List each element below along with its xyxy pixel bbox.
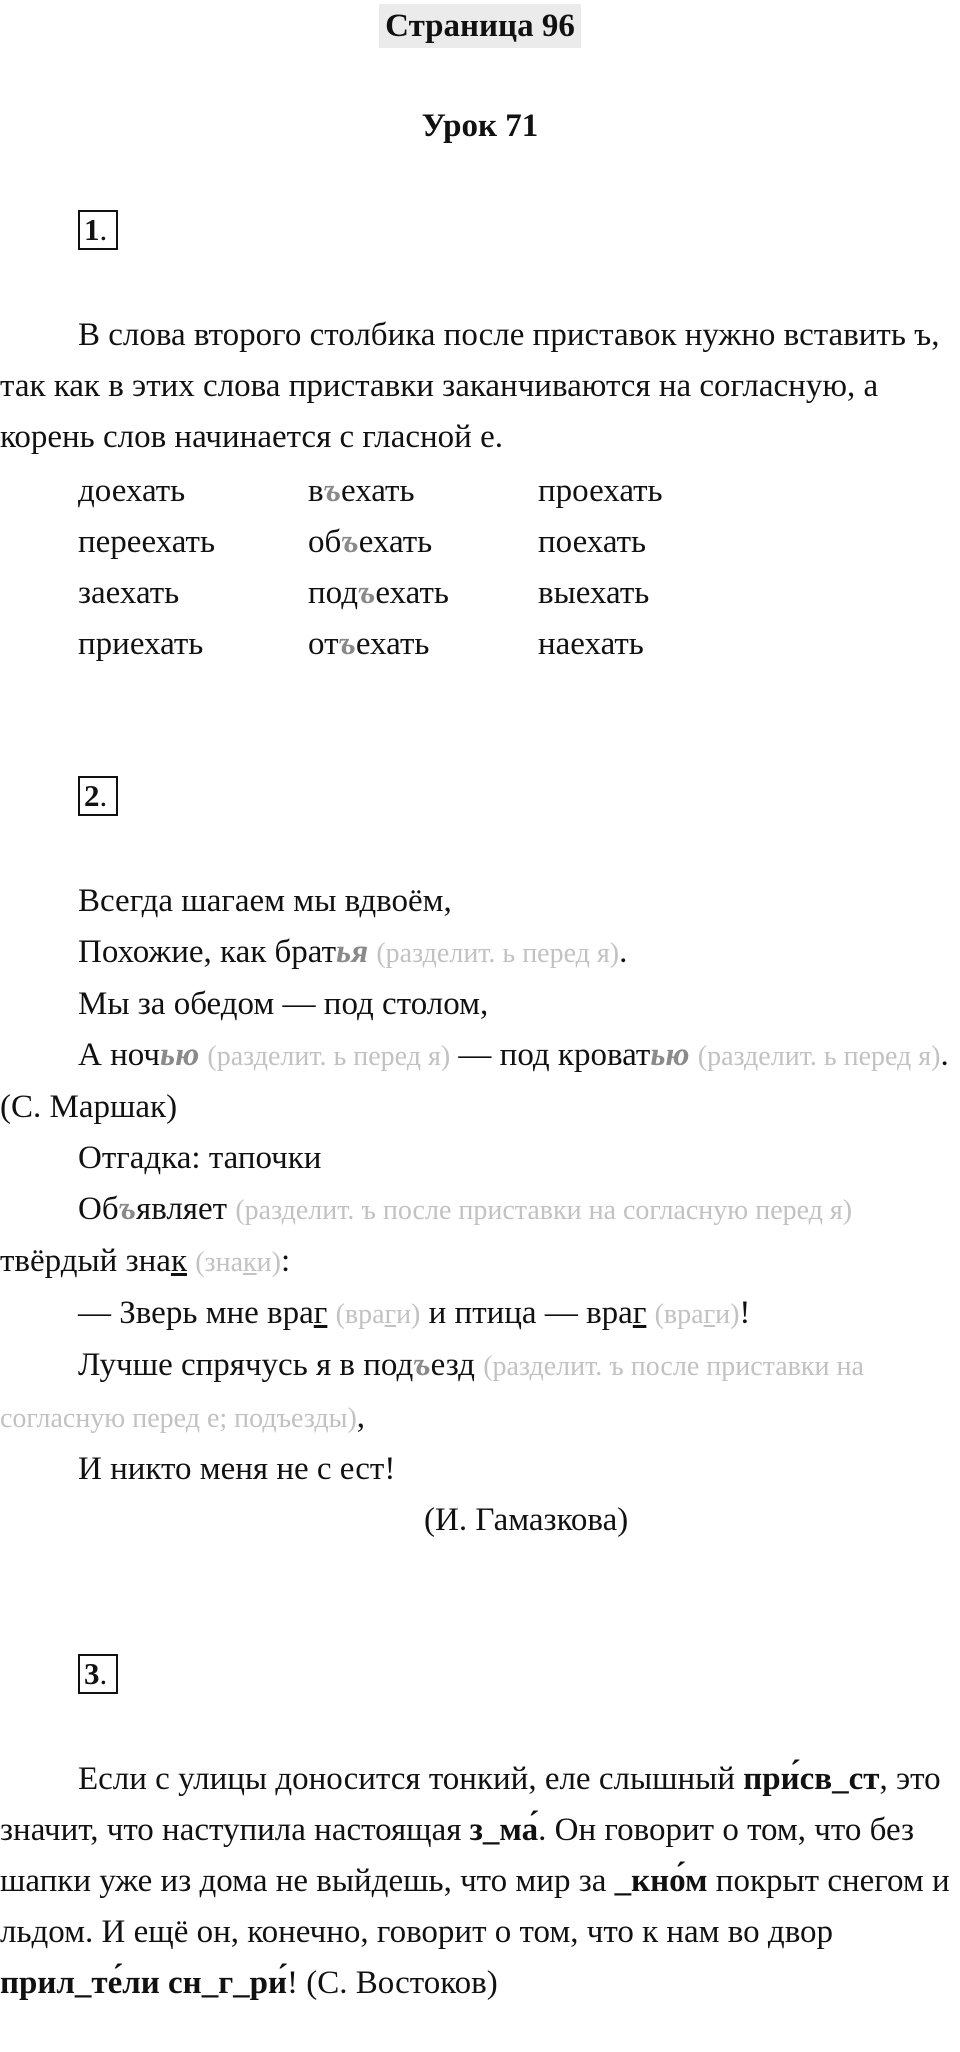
poem-line (0, 1030, 960, 1133)
underlined-letter: д (458, 1347, 475, 1383)
note-text: и) (715, 1299, 740, 1330)
grammar-note: (разделит. ь перед я) (697, 1041, 941, 1072)
underlined-letter: к (170, 1243, 187, 1279)
poem-text: являет (136, 1191, 228, 1227)
word-cell: наехать (538, 626, 644, 662)
note-text: и) (396, 1299, 421, 1330)
poem-author: (И. Гамазкова) (424, 1502, 629, 1538)
word-cell-inserted (308, 568, 538, 619)
inserted-letter: ъ (413, 1347, 431, 1383)
underlined-letter: г (632, 1295, 647, 1331)
poem-text: Лучше спрячусь я в под (78, 1347, 414, 1383)
underlined-letter: г (313, 1295, 328, 1331)
word-prefix: от (308, 626, 339, 662)
paragraph-text: Если с улицы доносится тонкий, еле слышный (78, 1761, 744, 1797)
poem-text: Об (78, 1191, 119, 1227)
poem-text: Похожие, как брат (78, 934, 337, 970)
task-1-number-text: 1 (84, 212, 100, 247)
underlined-letter: г (703, 1299, 716, 1330)
poem-text: : (280, 1243, 291, 1279)
inserted-letter: ья (336, 934, 369, 970)
word-cell: переехать (78, 524, 215, 560)
poem-line: Всегда шагаем мы вдвоём, (78, 883, 452, 919)
underlined-letter: д (314, 1403, 329, 1434)
word-prefix: под (308, 575, 358, 611)
word-root: ехать (340, 473, 415, 509)
page-number-label: Страница 96 (379, 4, 581, 48)
inserted-letter: ью (159, 1037, 200, 1073)
poem-line: И никто меня не с ест! (78, 1451, 396, 1487)
inserted-letter: ью (650, 1037, 690, 1073)
poem-text: — Зверь мне вра (78, 1295, 314, 1331)
note-text: ы) (328, 1403, 357, 1434)
task-3-number-dot: . (99, 1656, 108, 1691)
word-cell-inserted (308, 466, 538, 517)
task-1-number (78, 210, 118, 250)
task-3-number-text: 3 (84, 1656, 100, 1691)
task-1-word-table (78, 466, 758, 670)
grammar-note: (разделит. ь перед я) (376, 938, 620, 969)
gap-word: прил_те́ли сн_г_ри́ (0, 1965, 288, 2001)
inserted-letter: ъ (323, 473, 341, 509)
word-prefix: об (308, 524, 342, 560)
poem-line (0, 1288, 960, 1340)
gap-word: при́св_ст (743, 1761, 880, 1797)
word-root: ехать (355, 626, 430, 662)
word-prefix: в (308, 473, 324, 509)
grammar-note (336, 1299, 421, 1330)
task-1-text: В слова второго столбика после приставок нужно вставить ъ, так как в этих слова приставки заканчиваются на согласную, а корень слов начинается с гласной е. (0, 317, 940, 455)
poem-text: т (635, 1037, 651, 1073)
lesson-title: Урок 71 (421, 108, 539, 144)
task-3-paragraph (0, 1754, 960, 2009)
word-cell: проехать (538, 473, 663, 509)
poem-text: А ноч (78, 1037, 160, 1073)
word-cell: доехать (78, 473, 186, 509)
poem-line (0, 927, 960, 979)
poem-text: — под крова (450, 1037, 636, 1073)
task-2-number (78, 776, 118, 816)
note-text: (вра (654, 1299, 704, 1330)
task-2-number-dot: . (99, 778, 108, 813)
grammar-note: (разделит. ъ после приставки на согласную перед я) (235, 1195, 853, 1226)
word-root: ехать (375, 575, 449, 611)
word-root: ехать (358, 524, 433, 560)
poem-text: твёрдый зна (0, 1243, 171, 1279)
note-text: (вра (335, 1299, 385, 1330)
poem-text: . (С. Маршак) (0, 1037, 949, 1125)
word-cell: приехать (78, 626, 204, 662)
underlined-letter: к (243, 1247, 257, 1278)
task-2-poem (0, 876, 960, 1546)
task-1-explanation (0, 310, 960, 463)
poem-text: и птица — вра (420, 1295, 633, 1331)
grammar-note: (разделит. ь перед я) (207, 1041, 451, 1072)
word-cell: поехать (538, 524, 647, 560)
task-2-number-text: 2 (84, 778, 100, 813)
task-3-number (78, 1654, 118, 1694)
inserted-letter: ъ (341, 524, 359, 560)
poem-text: ез (430, 1347, 459, 1383)
word-cell: выехать (538, 575, 650, 611)
poem-text: . (619, 934, 628, 970)
poem-line (0, 1184, 960, 1288)
underlined-letter: г (384, 1299, 397, 1330)
poem-line: Мы за обедом — под столом, (78, 986, 489, 1022)
paragraph-text: . Он говорит о том, что без шапки уже из дома не выйдешь, что мир за (0, 1812, 915, 1899)
paragraph-text: , это значит, что наступила настоящая (0, 1761, 941, 1848)
grammar-note (655, 1299, 740, 1330)
note-text: и) (256, 1247, 281, 1278)
note-text: (разделит. ъ после приставки на согласную перед е; подъез (0, 1351, 864, 1434)
paragraph-text: ! (С. Востоков) (287, 1965, 498, 2001)
word-cell-inserted (308, 517, 538, 568)
word-cell-inserted (308, 619, 538, 670)
inserted-letter: ъ (118, 1191, 137, 1227)
word-row-3 (78, 568, 758, 619)
word-row-1 (78, 466, 758, 517)
poem-text: ! (739, 1295, 751, 1331)
task-3-text (0, 1754, 960, 2009)
grammar-note (195, 1247, 281, 1278)
inserted-letter: ъ (338, 626, 356, 662)
word-row-4 (78, 619, 758, 670)
word-row-2 (78, 517, 758, 568)
note-text: (зна (195, 1247, 244, 1278)
gap-word: _кно́м (614, 1863, 708, 1899)
paragraph-text: покрыт снегом и льдом. И ещё он, конечно, говорит о том, что к нам во двор (0, 1863, 950, 1950)
gap-word: з_ма́ (469, 1812, 539, 1848)
page-header (0, 4, 960, 48)
poem-text: , (356, 1399, 366, 1435)
task-1-number-dot: . (99, 212, 108, 247)
poem-line: Отгадка: тапочки (78, 1140, 322, 1176)
inserted-letter: ъ (358, 575, 376, 611)
word-cell: заехать (78, 575, 180, 611)
poem-line (0, 1340, 960, 1444)
